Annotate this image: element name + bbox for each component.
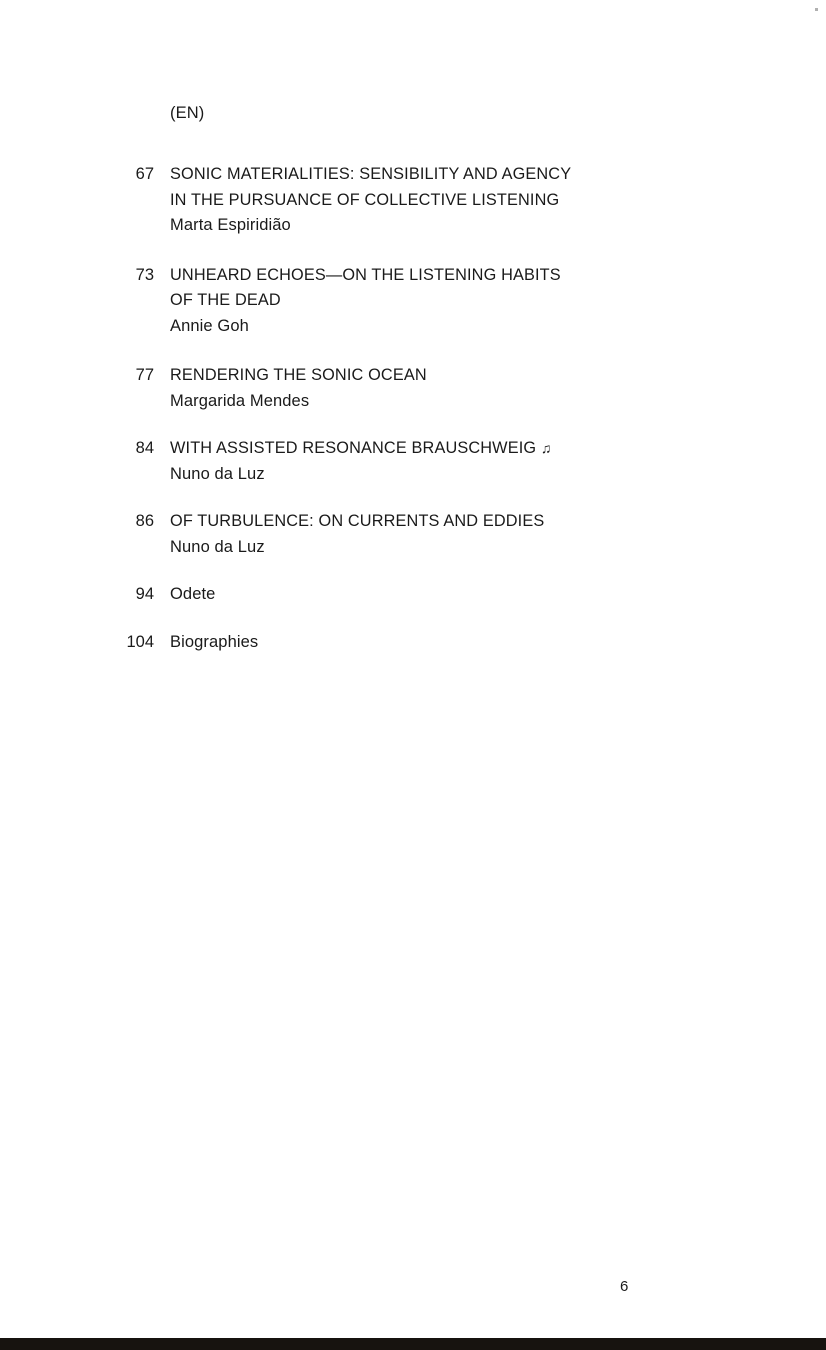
toc-entry-title: RENDERING THE SONIC OCEAN — [170, 366, 427, 384]
toc-entry-title: UNHEARD ECHOES—ON THE LISTENING HABITS — [170, 265, 561, 284]
toc-page-number: 77 — [135, 366, 154, 384]
toc-entry-title-text: WITH ASSISTED RESONANCE BRAUSCHWEIG — [170, 439, 537, 457]
toc-page-number: 86 — [135, 512, 154, 530]
toc-entry-author: Annie Goh — [170, 316, 249, 335]
toc-entry-list — [0, 162, 826, 677]
toc-page-number: 73 — [135, 265, 154, 284]
list-item[interactable] — [0, 509, 826, 560]
toc-page-number: 84 — [135, 439, 154, 457]
toc-entry-body — [170, 630, 640, 656]
toc-entry-body — [170, 162, 640, 239]
toc-entry-body — [170, 509, 640, 560]
toc-entry-title: SONIC MATERIALITIES: SENSIBILITY AND AGENCY — [170, 165, 572, 183]
toc-page-number: 94 — [135, 585, 154, 603]
language-marker: (EN) — [170, 104, 205, 122]
toc-entry-body — [170, 363, 640, 414]
toc-entry-title-line2: OF THE DEAD — [170, 291, 281, 309]
toc-entry-title — [170, 436, 640, 462]
list-item[interactable] — [0, 630, 826, 656]
toc-entry-title-line2: IN THE PURSUANCE OF COLLECTIVE LISTENING — [170, 190, 560, 209]
toc-entry-body — [170, 582, 640, 608]
music-note-icon: ♫ — [540, 440, 552, 456]
list-item[interactable] — [0, 162, 826, 239]
toc-entry-author: Nuno da Luz — [170, 537, 265, 556]
list-item[interactable] — [0, 436, 826, 487]
list-item[interactable] — [0, 263, 826, 340]
toc-entry-body — [170, 436, 640, 487]
bottom-edge-bar — [0, 1338, 826, 1350]
list-item[interactable] — [0, 582, 826, 608]
corner-registration-mark — [815, 8, 818, 11]
toc-entry-author: Nuno da Luz — [170, 464, 265, 483]
toc-entry-author: Marta Espiridião — [170, 216, 291, 234]
toc-entry-body — [170, 263, 640, 340]
toc-page-number: 67 — [135, 165, 154, 183]
toc-entry-title: OF TURBULENCE: ON CURRENTS AND EDDIES — [170, 512, 545, 530]
list-item[interactable] — [0, 363, 826, 414]
toc-page-number: 104 — [126, 632, 154, 651]
toc-entry-author: Biographies — [170, 632, 259, 651]
page-number: 6 — [620, 1278, 629, 1295]
toc-entry-author: Odete — [170, 585, 216, 603]
toc-entry-author: Margarida Mendes — [170, 391, 310, 410]
